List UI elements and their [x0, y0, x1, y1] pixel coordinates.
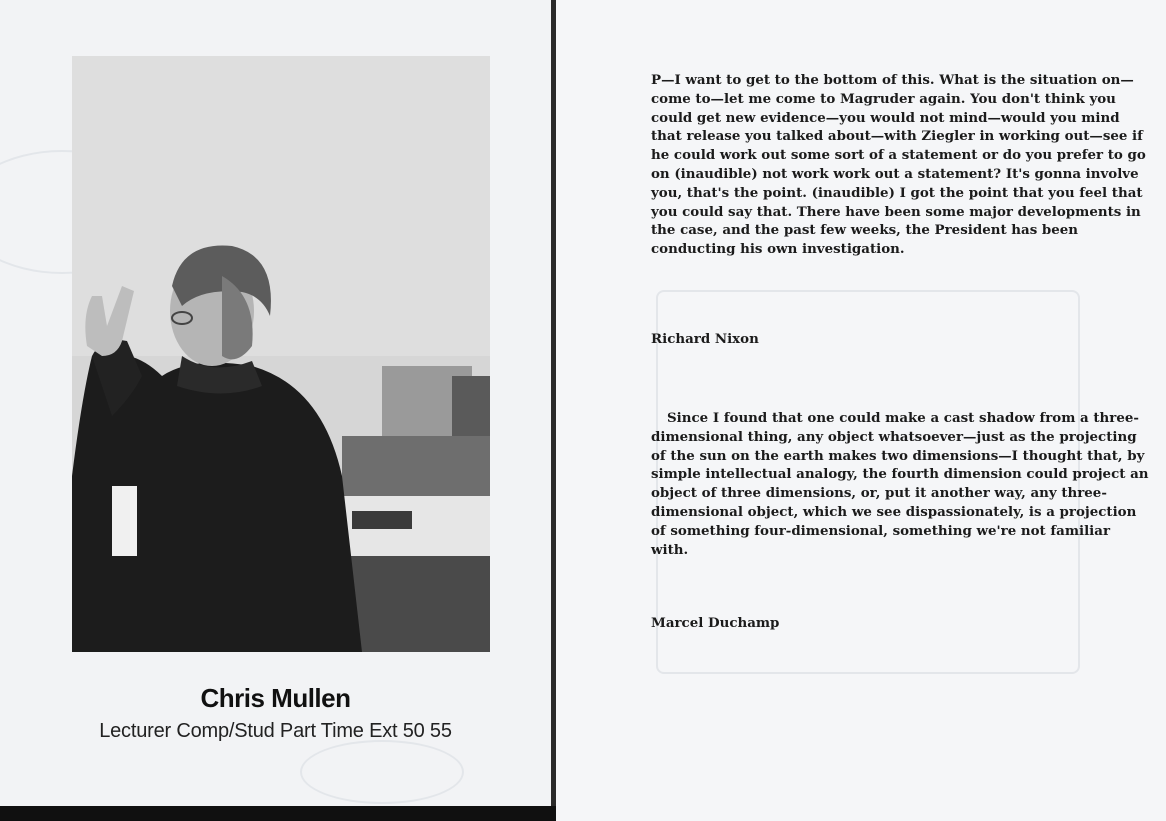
person-role: Lecturer Comp/Stud Part Time Ext 50 55: [99, 720, 452, 742]
show-through-shape: [300, 740, 464, 804]
quote-duchamp: Since I found that one could make a cast shadow from a three-dimensional thing, any object whatsoever—just as the projecting of the sun on the earth makes two dimensions—I thought that, by simple intellectual analogy, the fourth dimension could project an object of three dimensions, or, put it another way, any three-dimensional object, which we see dispassionately, is a projection of something four-dimensional, something we're not familiar with.: [651, 410, 1149, 558]
person-name: Chris Mullen: [200, 683, 351, 713]
portrait-photo: [72, 56, 490, 652]
quote-author-duchamp: Marcel Duchamp: [651, 615, 780, 631]
page-edge-shadow: [0, 806, 556, 821]
left-page: [0, 0, 551, 806]
quote-nixon: P—I want to get to the bottom of this. What is the situation on—come to—let me come to Magruder again. You don't think you could get new evidence—you would not mind—would you mind that release you talked about—with Ziegler in working out—see if he could work out some sort of a statement or do you prefer to go on (inaudible) not work work out a statement? It's gonna involve you, that's the point. (inaudible) I got the point that you feel that you could say that. There have been some major developments in the case, and the past few weeks, the President has been conducting his own investigation.: [651, 72, 1146, 258]
quote-author-nixon: Richard Nixon: [651, 331, 759, 347]
show-through-text: [505, 2, 511, 30]
